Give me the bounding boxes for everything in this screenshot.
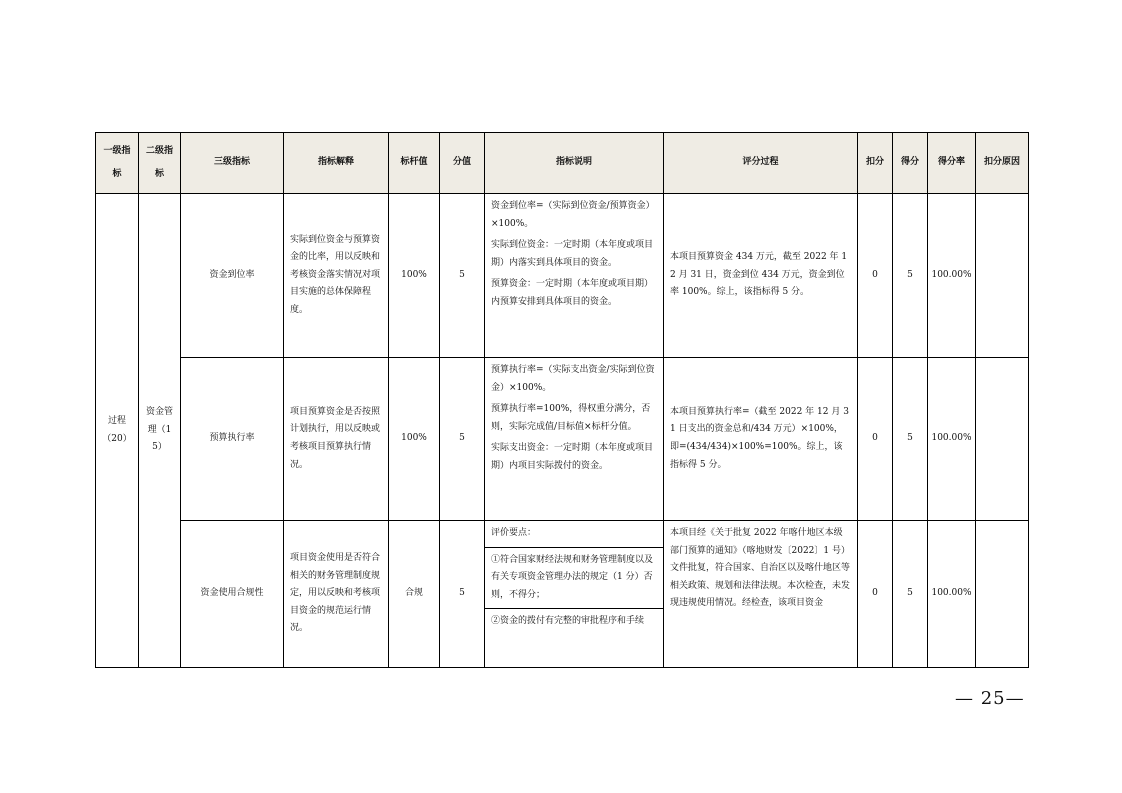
header-level3: 三级指标: [181, 133, 284, 194]
header-deduction: 扣分: [858, 133, 893, 194]
score-cell: 5: [893, 521, 928, 668]
header-score-value: 分值: [440, 133, 485, 194]
reason-cell: [976, 194, 1029, 358]
score-value-cell: 5: [440, 194, 485, 358]
score-value-cell: 5: [440, 358, 485, 521]
header-score: 得分: [893, 133, 928, 194]
header-reason: 扣分原因: [976, 133, 1029, 194]
deduction-cell: 0: [858, 358, 893, 521]
rate-cell: 100.00%: [928, 521, 976, 668]
description-line: 预算资金：一定时期（本年度或项目期）内预算安排到具体项目的资金。: [491, 279, 654, 307]
process-cell: 本项目预算资金 434 万元，截至 2022 年 12 月 31 日，资金到位 434 万元，资金到位率 100%。综上，该指标得 5 分。: [664, 194, 858, 358]
process-cell: 本项目预算执行率=（截至 2022 年 12 月 31 日支出的资金总和/434 万元）×100%，即=(434/434)×100%=100%。综上，该指标得 5 分。: [664, 358, 858, 521]
explanation-cell: 项目预算资金是否按照计划执行，用以反映或考核项目预算执行情况。: [284, 358, 389, 521]
explanation-cell: 实际到位资金与预算资金的比率，用以反映和考核资金落实情况对项目实施的总体保障程度。: [284, 194, 389, 358]
score-cell: 5: [893, 358, 928, 521]
level1-cell: 过程（20）: [96, 194, 139, 668]
header-level1: 一级指标: [96, 133, 139, 194]
description-part: 评价要点：: [485, 521, 663, 548]
process-cell: 本项目经《关于批复 2022 年喀什地区本级部门预算的通知》（喀地财发〔2022〕1 号）文件批复，符合国家、自治区以及喀什地区等相关政策、规划和法律法规。本次检查，未发现违规使用情况。经检查，该项目资金: [664, 521, 858, 668]
indicator-cell: 预算执行率: [181, 358, 284, 521]
explanation-cell: 项目资金使用是否符合相关的财务管理制度规定，用以反映和考核项目资金的规范运行情况。: [284, 521, 389, 668]
description-line: 实际支出资金：一定时期（本年度或项目期）内项目实际拨付的资金。: [491, 443, 654, 471]
table-row: [96, 521, 1029, 668]
header-benchmark: 标杆值: [389, 133, 440, 194]
description-line: 实际到位资金：一定时期（本年度或项目期）内落实到具体项目的资金。: [491, 240, 654, 268]
deduction-cell: 0: [858, 521, 893, 668]
rate-cell: 100.00%: [928, 194, 976, 358]
rate-cell: 100.00%: [928, 358, 976, 521]
description-cell: [485, 358, 664, 521]
page-number: — 25—: [955, 688, 1025, 709]
description-line: 预算执行率=100%，得权重分满分，否则，实际完成值/目标值×标杆分值。: [491, 404, 651, 432]
benchmark-cell: 100%: [389, 194, 440, 358]
indicator-cell: 资金到位率: [181, 194, 284, 358]
header-process: 评分过程: [664, 133, 858, 194]
table-header-row: [96, 133, 1029, 194]
deduction-cell: 0: [858, 194, 893, 358]
description-line: 资金到位率=（实际到位资金/预算资金）×100%。: [491, 201, 655, 229]
benchmark-cell: 100%: [389, 358, 440, 521]
benchmark-cell: 合规: [389, 521, 440, 668]
header-level2: 二级指标: [139, 133, 181, 194]
reason-cell: [976, 521, 1029, 668]
level2-cell: 资金管理（15）: [139, 194, 181, 668]
description-part: ①符合国家财经法规和财务管理制度以及有关专项资金管理办法的规定（1 分）否则，不得分；: [485, 548, 663, 610]
table-row: [96, 358, 1029, 521]
header-rate: 得分率: [928, 133, 976, 194]
description-line: 预算执行率=（实际支出资金/实际到位资金）×100%。: [491, 365, 655, 393]
table-row: [96, 194, 1029, 358]
score-cell: 5: [893, 194, 928, 358]
indicator-cell: 资金使用合规性: [181, 521, 284, 668]
description-cell: [485, 521, 664, 668]
header-description: 指标说明: [485, 133, 664, 194]
description-part: ②资金的拨付有完整的审批程序和手续: [491, 616, 645, 627]
score-value-cell: 5: [440, 521, 485, 668]
reason-cell: [976, 358, 1029, 521]
description-cell: [485, 194, 664, 358]
evaluation-table: [95, 132, 1029, 668]
header-explanation: 指标解释: [284, 133, 389, 194]
